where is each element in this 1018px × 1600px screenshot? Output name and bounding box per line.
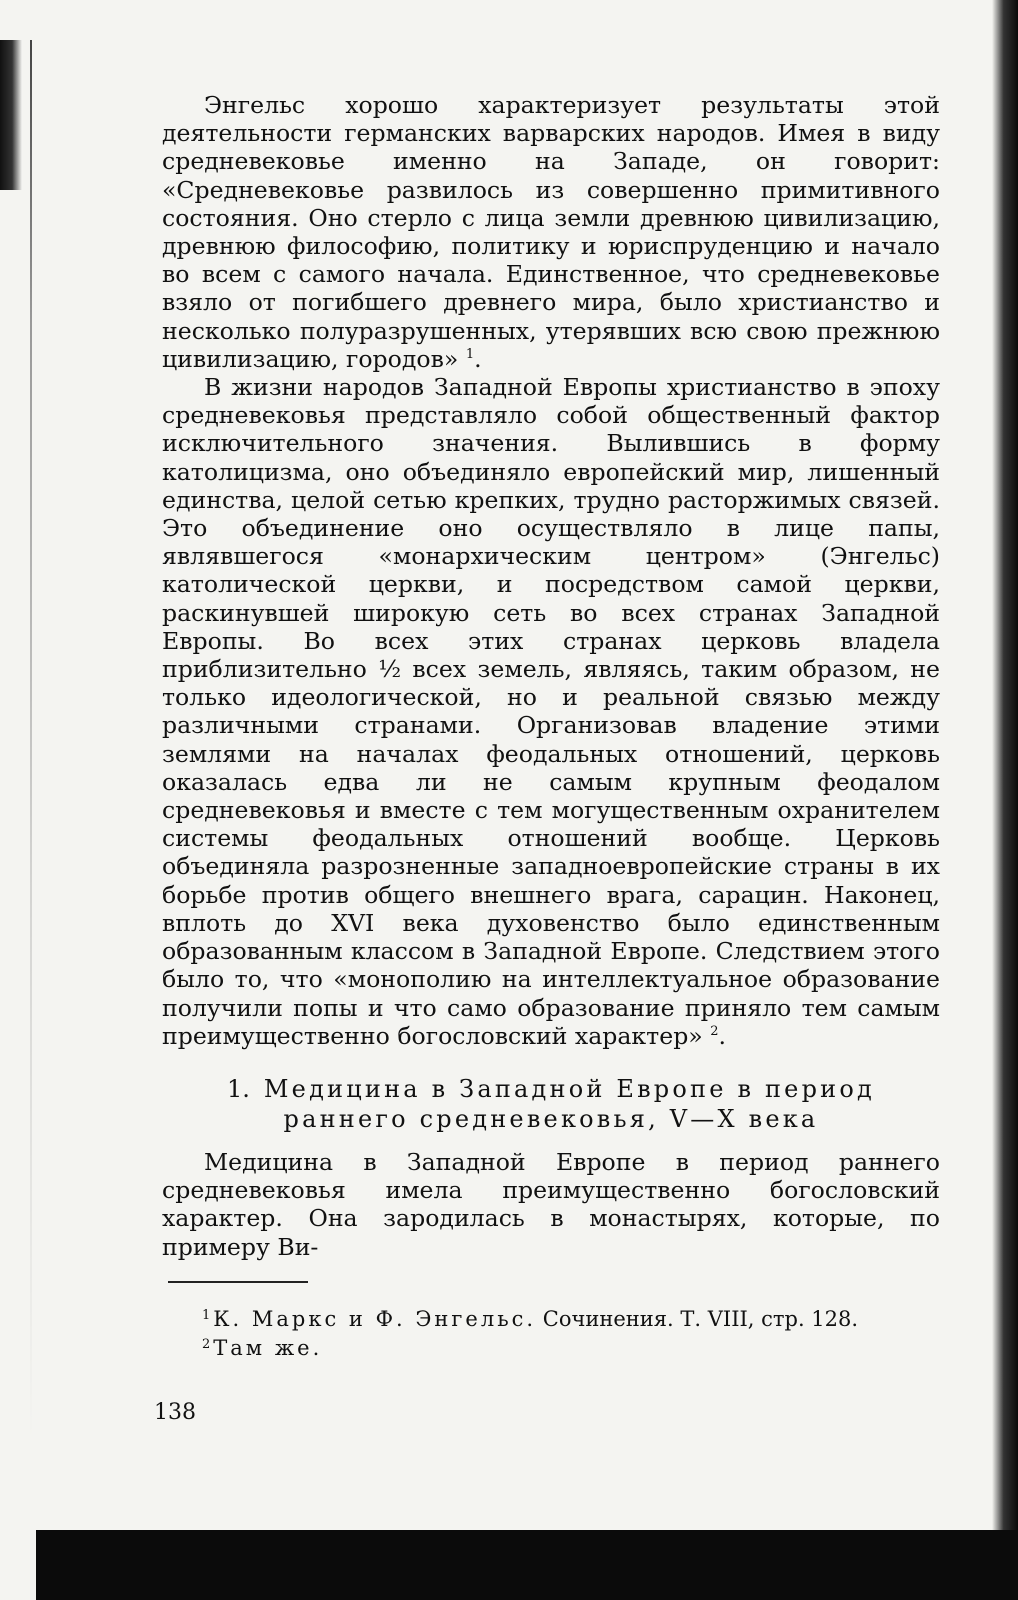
- footnote-ref-2: 2: [710, 1023, 719, 1039]
- footnote-mark-1: 1: [202, 1307, 211, 1323]
- paragraph-christianity: В жизни народов Западной Европы христианство в эпоху средневековья представляло собой общественный фактор исключительного значения. Вылившись в форму католицизма, оно объединяло европейский мир, лишенный единства, целой сетью крепких, трудно расторжимых связей. Это объединение оно осуществляло в лице папы, являвшегося «монархическим центром» (Энгельс) католической церкви, и посредством самой церкви, раскинувшей широкую сеть во всех странах Западной Европы. Во всех этих странах церковь владела приблизительно ½ всех земель, являясь, таким образом, не только идеологической, но и реальной связью между различными странами. Организовав владение этими землями на началах феодальных отношений, церковь оказалась едва ли не самым крупным феодалом средневековья и вместе с тем могущественным охранителем системы феодальных отношений вообще. Церковь объединяла разрозненные западноевропейские страны в их борьбе против общего внешнего врага, сарацин. Наконец, вплоть до XVI века духовенство было единственным образованным классом в Западной Европе. Следствием этого было то, что «монополию на интеллектуальное образование получили попы и что само образование приняло тем самым преимущественно богословский характер» $^2$.: [162, 373, 940, 1050]
- footnote-ref-1: 1: [465, 346, 475, 362]
- section-heading: [162, 1074, 940, 1134]
- footnote-1: [202, 1303, 940, 1332]
- page-number: 138: [154, 1399, 196, 1425]
- section-number: 1.: [227, 1074, 250, 1103]
- page-body: [154, 91, 940, 1427]
- footnote-1-text: Сочинения. Т. VIII, стр. 128.: [542, 1306, 859, 1331]
- footnotes: [202, 1303, 940, 1361]
- footnote-2-author: Там же.: [213, 1335, 323, 1360]
- section-heading-line-1: [162, 1074, 940, 1104]
- section-title-part-1: Медицина в Западной Европе в период: [263, 1074, 875, 1103]
- footnote-1-author: К. Маркс и Ф. Энгельс.: [213, 1306, 537, 1331]
- footnote-mark-2: 2: [202, 1336, 211, 1352]
- section-title-part-2: раннего средневековья, V—X века: [283, 1104, 819, 1133]
- scan-bottom-edge-shadow: [36, 1530, 1018, 1600]
- scan-right-edge-shadow: [992, 0, 1018, 1600]
- paragraph-engels-quote: Энгельс хорошо характеризует результаты этой деятельности германских варварских народов. Имея в виду средневековье именно на Западе, он говорит: «Средневековье развилось из совершенно примитивного состояния. Оно стерло с лица земли древнюю цивилизацию, древнюю философию, политику и юриспруденцию и начало во всем с самого начала. Единственное, что средневековье взяло от погибшего древнего мира, было христианство и несколько полуразрушенных, утерявших всю свою прежнюю цивилизацию, городов» $^1$.: [162, 91, 940, 373]
- paragraph-medicine: Медицина в Западной Европе в период раннего средневековья имела преимущественно богословский характер. Она зародилась в монастырях, которые, по примеру Ви-: [162, 1147, 940, 1261]
- footnote-2: [202, 1332, 940, 1361]
- scan-left-edge-shadow: [0, 40, 22, 190]
- footnote-separator: [168, 1281, 308, 1283]
- scan-left-margin-line: [30, 40, 32, 1440]
